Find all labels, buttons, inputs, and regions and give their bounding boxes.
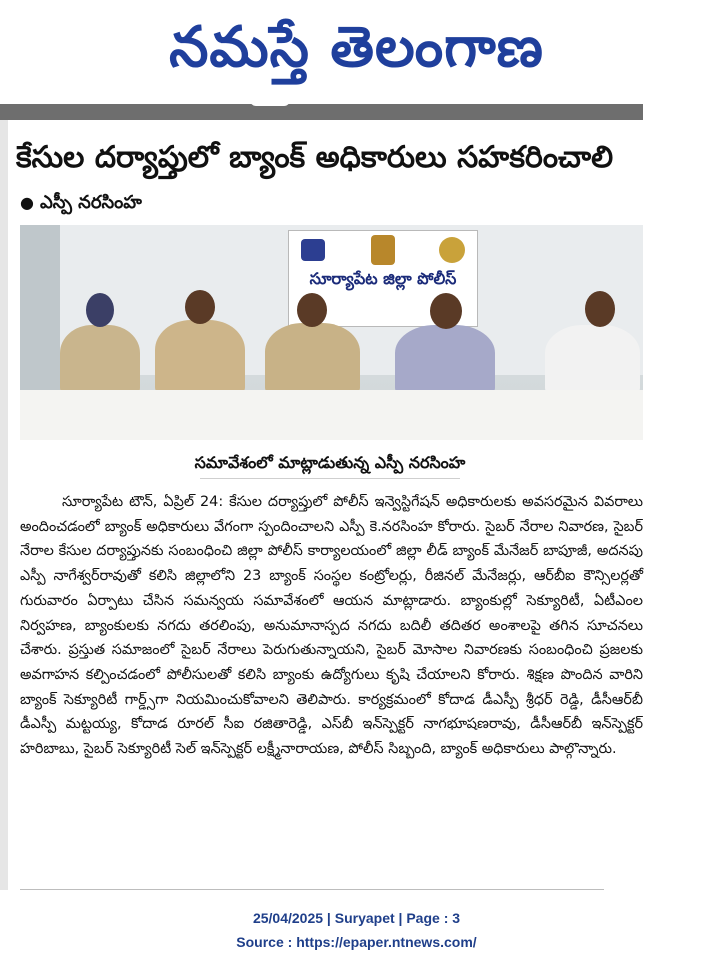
photo-head-1 (86, 293, 114, 327)
footer-date-edition: 25/04/2025 | Suryapet | Page : 3 (252, 910, 461, 926)
photo-person-3 (265, 323, 360, 395)
article-photo (20, 225, 643, 440)
photo-person-2 (155, 320, 245, 395)
photo-head-4 (430, 293, 462, 329)
article-body (20, 490, 643, 762)
photo-head-3 (297, 293, 327, 327)
header-divider-bar (0, 104, 643, 120)
photo-person-4 (395, 325, 495, 395)
photo-person-1 (60, 325, 140, 395)
bottom-rule (20, 889, 604, 890)
photo-table (20, 390, 643, 440)
masthead (0, 0, 713, 104)
header-notch (250, 100, 290, 106)
police-emblem-icon (301, 239, 325, 261)
article-body-text: సూర్యాపేట టౌన్, ఏప్రిల్ 24: కేసుల దర్యాప్తులో పోలీస్ ఇన్వెస్టిగేషన్ అధికారులకు అవసరమైన వివరాలు అందించడంలో బ్యాంక్ అధికారులు వేగంగా స్పందించాలని ఎస్పీ కె.నరసింహ కోరారు. సైబర్ నేరాల నివారణ, సైబర్ నేరాల కేసుల దర్యాప్తునకు సంబంధించి జిల్లా పోలీస్ కార్యాలయంలో జిల్లా లీడ్ బ్యాంక్ మేనేజర్ బాపూజీ, అదనపు ఎస్పీ నాగేశ్వర్‌రావుతో కలిసి జిల్లాలోని 23 బ్యాంక్ సంస్థల కంట్రోలర్లు, రీజినల్ మేనేజర్లు, ఆర్‌బీఐ కౌన్సిలర్లతో గురువారం ఏర్పాటు చేసిన సమన్వయ సమావేశంలో ఆయన మాట్లాడారు. బ్యాంకుల్లో సెక్యూరిటీ, ఏటీఎంల నిర్వహణ, బ్యాంకులకు నగదు తరలింపు, అనుమానాస్పద నగదు బదిలీ తదితర అంశాలపై తగిన సూచనలు చేశారు. ప్రస్తుత సమాజంలో సైబర్ నేరాలు పెరుగుతున్నాయని, సైబర్ మోసాల నివారణకు సంబంధించి ప్రజలకు అవగాహన కల్పించడంలో పోలీసులతో కలిసి బ్యాంకు ఉద్యోగులు కృషి చేయాలని కోరారు. శిక్షణ పొందిన వారిని బ్యాంక్ సెక్యూరిటీ గార్డ్స్‌గా నియమించుకోవాలని తెలిపారు. కార్యక్రమంలో కోదాడ డీఎస్పీ శ్రీధర్ రెడ్డి, డీసీఆర్‌బీ డీఎస్పీ మట్టయ్య, కోదాడ రూరల్ సీఐ రజితారెడ్డి, ఎస్‌బీ ఇన్‌స్పెక్టర్ నాగభూషణరావు, డీసీఆర్‌బీ ఇన్‌స్పెక్టర్ హరిబాబు, సైబర్ సెక్యూరిటీ సెల్ ఇన్‌స్పెక్టర్ లక్ష్మీనారాయణ, పోలీస్ సిబ్బంది, బ్యాంక్ అధికారులు పాల్గొన్నారు. (20, 494, 643, 758)
caption-rule (200, 478, 460, 479)
bullet-icon: ● (20, 193, 34, 212)
photo-head-2 (185, 290, 215, 324)
left-margin-rule (0, 120, 8, 890)
photo-person-5 (545, 325, 640, 395)
newspaper-logo: నమస్తే తెలంగాణ (169, 15, 544, 80)
seal-emblem-icon (439, 237, 465, 263)
article-headline: కేసుల దర్యాప్తులో బ్యాంక్ అధికారులు సహకరించాలి (16, 140, 614, 175)
subheadline-text: ఎస్పీ నరసింహ (39, 192, 142, 213)
photo-head-5 (585, 291, 615, 327)
state-emblem-icon (371, 235, 395, 265)
photo-caption: సమావేశంలో మాట్లాడుతున్న ఎస్పీ నరసింహ (194, 453, 466, 472)
article-subheadline (20, 190, 142, 216)
footer-source: Source : https://epaper.ntnews.com/ (236, 934, 477, 950)
banner-text: సూర్యాపేట జిల్లా పోలీస్ (309, 269, 457, 288)
